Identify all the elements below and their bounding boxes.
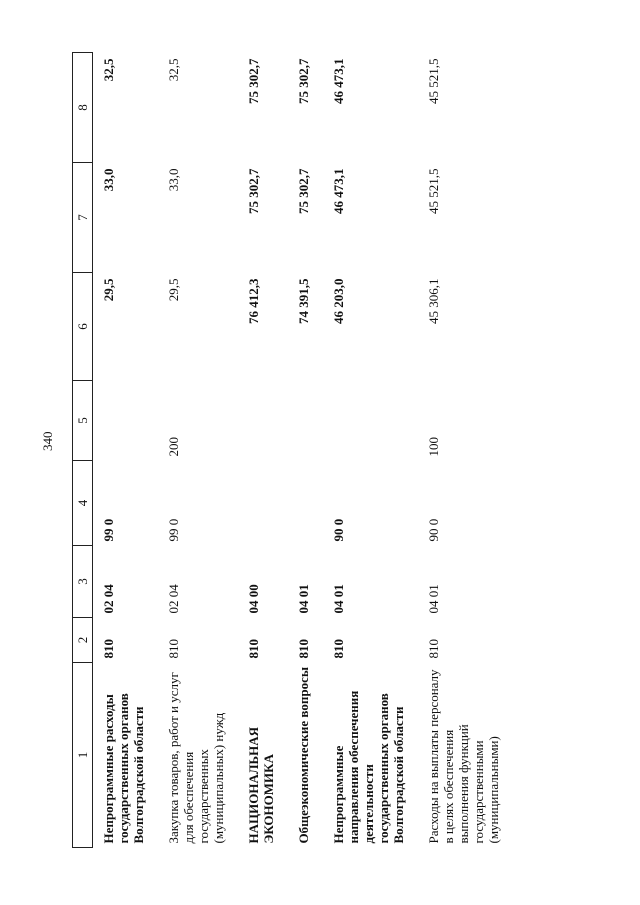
header-cell: 8 bbox=[73, 53, 93, 163]
table-cell: 46 473,1 bbox=[331, 168, 346, 214]
table-cell: 75 302,7 bbox=[296, 58, 311, 104]
table-cell: 46 473,1 bbox=[331, 58, 346, 104]
table-row bbox=[238, 53, 288, 848]
table-cell: 45 521,5 bbox=[426, 168, 441, 214]
table-cell: 810 bbox=[101, 639, 116, 659]
table-cell: 04 00 bbox=[246, 584, 261, 614]
table-cell: 100 bbox=[426, 437, 441, 457]
header-row bbox=[73, 53, 93, 848]
table-cell bbox=[93, 381, 159, 461]
table-row bbox=[158, 53, 238, 848]
table-row bbox=[418, 53, 513, 848]
budget-table bbox=[72, 52, 513, 848]
table-cell: 04 01 bbox=[426, 584, 441, 614]
header-cell: 5 bbox=[73, 381, 93, 461]
header-cell: 3 bbox=[73, 546, 93, 618]
table-cell bbox=[288, 381, 323, 461]
table-row bbox=[323, 53, 418, 848]
table-cell: 200 bbox=[166, 437, 181, 457]
row-label: Непрограммные расходы государственных органов Волгоградской области bbox=[101, 693, 146, 844]
table-cell: 810 bbox=[426, 639, 441, 659]
rotated-page-content bbox=[72, 53, 512, 848]
table-cell bbox=[238, 461, 288, 546]
table-row bbox=[93, 53, 159, 848]
table-cell: 33,0 bbox=[101, 168, 116, 192]
table-cell: 75 302,7 bbox=[246, 58, 261, 104]
table-cell bbox=[238, 381, 288, 461]
table-cell: 75 302,7 bbox=[296, 168, 311, 214]
table-cell: 75 302,7 bbox=[246, 168, 261, 214]
table-cell: 02 04 bbox=[101, 584, 116, 614]
table-cell: 99 0 bbox=[101, 518, 116, 542]
table-cell: 90 0 bbox=[426, 518, 441, 542]
table-cell: 46 203,0 bbox=[331, 278, 346, 324]
table-cell: 04 01 bbox=[331, 584, 346, 614]
row-label: Расходы на выплаты персоналу в целях обеспечения выполнения функций государственными (муниципальными) bbox=[426, 669, 501, 844]
table-cell bbox=[288, 461, 323, 546]
header-cell: 1 bbox=[73, 663, 93, 848]
row-label: Непрограммные направления обеспечения деятельности государственных органов Волгоградской области bbox=[331, 690, 406, 844]
table-cell: 29,5 bbox=[166, 278, 181, 302]
table-cell: 29,5 bbox=[101, 278, 116, 302]
table-cell: 810 bbox=[166, 639, 181, 659]
table-row bbox=[288, 53, 323, 848]
header-cell: 2 bbox=[73, 618, 93, 663]
table-cell: 90 0 bbox=[331, 518, 346, 542]
table-cell: 32,5 bbox=[101, 58, 116, 82]
row-label: Закупка товаров, работ и услуг для обеспечения государственных (муниципальных) нужд bbox=[166, 672, 226, 844]
table-cell: 45 306,1 bbox=[426, 278, 441, 324]
table-cell: 76 412,3 bbox=[246, 278, 261, 324]
table-cell bbox=[323, 381, 418, 461]
header-cell: 4 bbox=[73, 461, 93, 546]
table-cell: 33,0 bbox=[166, 168, 181, 192]
table-cell: 04 01 bbox=[296, 584, 311, 614]
table-cell: 99 0 bbox=[166, 518, 181, 542]
row-label: Общеэкономические вопросы bbox=[296, 667, 311, 844]
header-cell: 7 bbox=[73, 163, 93, 273]
row-label: НАЦИОНАЛЬНАЯ ЭКОНОМИКА bbox=[246, 726, 276, 844]
page-number: 340 bbox=[40, 431, 55, 451]
table-cell: 32,5 bbox=[166, 58, 181, 82]
table-cell: 45 521,5 bbox=[426, 58, 441, 104]
table-cell: 02 04 bbox=[166, 584, 181, 614]
header-cell: 6 bbox=[73, 273, 93, 381]
table-cell: 810 bbox=[246, 639, 261, 659]
table-cell: 810 bbox=[331, 639, 346, 659]
table-cell: 810 bbox=[296, 639, 311, 659]
table-cell: 74 391,5 bbox=[296, 278, 311, 324]
